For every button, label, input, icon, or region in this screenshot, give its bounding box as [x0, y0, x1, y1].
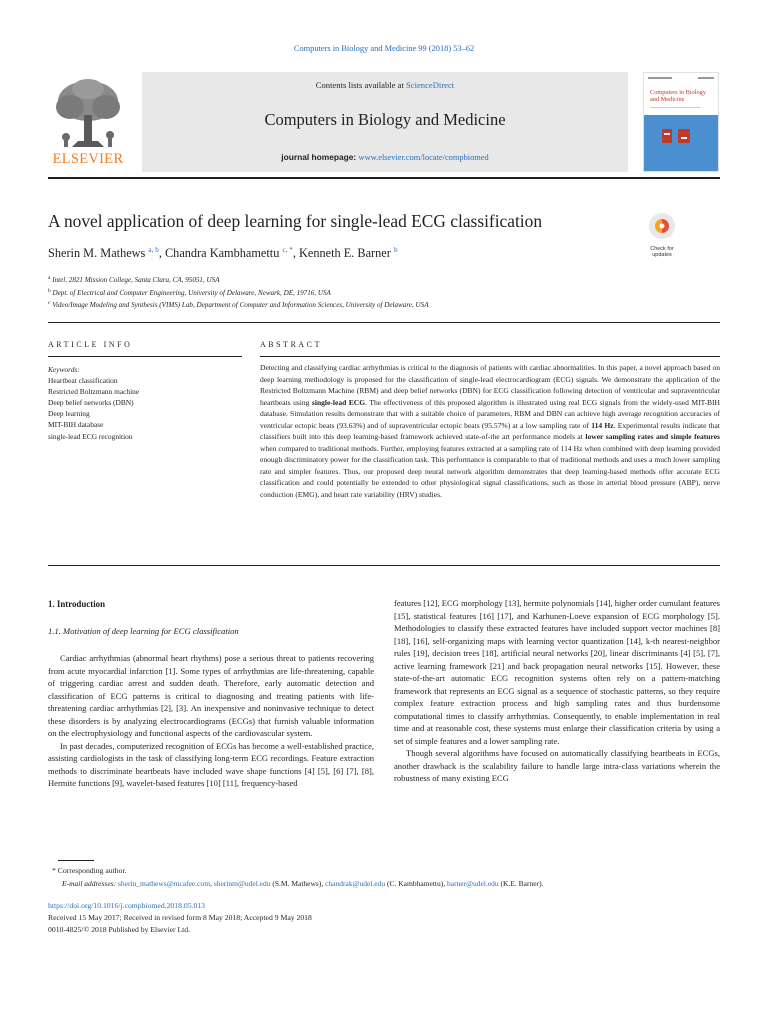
email-addresses [62, 879, 722, 888]
check-updates-line1: Check for [650, 246, 674, 252]
email-link[interactable]: sherinm@udel.edu [213, 879, 271, 888]
email-owner: (C. Kambhamettu), [385, 879, 447, 888]
keyword-item: MIT-BIH database [48, 420, 104, 430]
cover-title-line2: and Medicine [650, 96, 685, 104]
keywords-block [48, 364, 242, 442]
abstract-emphasis: lower sampling rates and simple features [585, 432, 720, 442]
affiliation-mark: a [48, 275, 51, 281]
email-link[interactable]: chandrak@udel.edu [325, 879, 386, 888]
abstract-segment: Detecting and classifying cardiac arrhythmias is critical to the diagnosis of patients with cardiac abnormalities. In this paper, a novel approach based on deep learning methodology is proposed for the classification of single-lead electrocardiogram (ECG) signals. We demonstrate the application of the Restricted Boltzmann Machine (RBM) and deep belief networks (DBN) for ECG classification following detection of ventricular and supraventricular heartbeats using [260, 363, 720, 407]
corresponding-author-note: * Corresponding author. [52, 866, 127, 875]
author-affiliation-mark[interactable]: b [393, 246, 398, 254]
keyword-item: Deep learning [48, 409, 90, 419]
abstract-rule [260, 356, 720, 357]
subsection-heading-motivation: 1.1. Motivation of deep learning for ECG classification [48, 626, 239, 636]
body-paragraph: Though several algorithms have focused on automatically classifying heartbeats in ECGs, another drawback is the scalability failure to handle large intra-class variations wherein the robustness of many existing ECG [394, 748, 720, 783]
contents-prefix: Contents lists available at [315, 80, 406, 90]
section-heading-introduction: 1. Introduction [48, 599, 106, 609]
doi-link[interactable]: https://doi.org/10.1016/j.compbiomed.2018.05.013 [48, 901, 206, 910]
email-separator: , [210, 879, 214, 888]
footnote-rule [58, 860, 94, 861]
keyword-item: Deep belief networks (DBN) [48, 398, 134, 408]
affiliation-text: Dept. of Electrical and Computer Engineering, University of Delaware, Newark, DE, 19716, USA [52, 288, 331, 297]
author-affiliation-mark[interactable]: a, b [148, 246, 159, 254]
keyword-item: single-lead ECG recognition [48, 431, 133, 441]
journal-homepage [142, 152, 628, 162]
affiliation-text: Intel, 2821 Mission College, Santa Clara, CA, 95051, USA [52, 276, 220, 284]
abstract-segment: when compared to traditional methods. Further, employing features extracted at a sampling rate of 114 Hz when combined with deep learning provided enough discriminatory power for the classification task. This performance is comparable to that of traditional methods and uses a much lower sampling rate and simpler features. Thus, our proposed deep neural network algorithm demonstrates that deep learning-based methods offer accurate ECG classification and could potentially be extended to other physiological signal classifications, such as those in arterial blood pressure (ABP), nerve conduction (EMG), and heart rate variability (HRV) studies. [260, 443, 720, 500]
abstract-segment: . The effectiveness of this proposed algorithm is illustrated using real ECG signals from the widely-used MIT-BIH database. Simulation results demonstrate that with a suitable choice of parameters, RBM and DBN can achieve high average recognition accuracies of ventricular ectopic beats (93.63%) and of supraventricular ectopic beats (95.57%) at a low sampling rate of [260, 397, 721, 430]
author-name[interactable]: Sherin M. Mathews [48, 246, 146, 260]
author-name[interactable]: Kenneth E. Barner [299, 246, 391, 260]
elsevier-wordmark: ELSEVIER [52, 151, 124, 167]
keywords-label: Keywords: [48, 365, 80, 374]
affiliation-mark: c [48, 300, 51, 307]
header-divider [48, 177, 720, 179]
check-updates-icon [642, 211, 682, 241]
email-link[interactable]: barner@udel.edu [446, 879, 499, 888]
received-dates: Received 15 May 2017; Received in revised form 8 May 2018; Accepted 9 May 2018 [48, 913, 312, 922]
body-column-right [394, 597, 720, 785]
abstract-text [260, 362, 720, 501]
body-paragraph: Cardiac arrhythmias (abnormal heart rhythms) pose a serious threat to patients recovering from acute myocardial infarction [1]. Some types of arrhythmias are life-threatening, capable of triggering cardiac arrest and sudden death. Therefore, early automatic detection and classification of ECG patterns is critical to diagnosing and treating patients with life-threatening cardiac arrhythmias [2], [3]. An inexpensive and noninvasive technique to detect these disorders is by analyzing electrocardiograms (ECGs) that furnish valuable information on the electrophysiology and functional aspects of the cardiovascular system. [48, 653, 374, 738]
homepage-link[interactable]: www.elsevier.com/locate/compbiomed [358, 153, 489, 162]
author-list: Sherin M. Mathews $^{a, b}$, Chandra Kambhamettu $^{c, *}$, Kenneth E. Barner $^b$ [48, 246, 398, 260]
abstract-divider [48, 565, 720, 566]
journal-reference-link[interactable]: Computers in Biology and Medicine 99 (2018) 53–62 [293, 44, 475, 53]
affiliation-item [48, 286, 720, 299]
affiliation-item [48, 273, 720, 286]
cover-title-line1: Computers in Biology [650, 89, 706, 96]
affiliation-text: Video/Image Modeling and Synthesis (VIMS) Lab, Department of Computer and Information Sciences, University of Delaware, USA [52, 301, 429, 310]
affiliation-list [48, 273, 720, 311]
affiliation-item [48, 298, 720, 311]
sciencedirect-link[interactable]: ScienceDirect [406, 80, 455, 90]
article-info-heading: ARTICLE INFO [48, 340, 133, 349]
homepage-label: journal homepage: [281, 152, 359, 162]
author-affiliation-mark[interactable]: c, * [282, 246, 293, 254]
body-paragraph: In past decades, computerized recognition of ECGs has become a well-established practice, assisting cardiologists in the task of classifying long-term ECG recordings. Feature extraction methods to discriminate heartbeats have included wave shape functions [4] [5], [6] [7], [8], Hermite functions [9], wavelet-based features [10] [11], frequency-based [48, 740, 374, 788]
check-for-updates-badge[interactable] [642, 211, 682, 259]
article-title: A novel application of deep learning for single-lead ECG classification [48, 211, 543, 231]
article-info-rule [48, 356, 242, 357]
journal-title: Computers in Biology and Medicine [264, 110, 506, 129]
email-owner: (K.E. Barner). [498, 879, 544, 888]
issn-copyright: 0010-4825/© 2018 Published by Elsevier Ltd. [48, 925, 191, 934]
email-owner: (S.M. Mathews), [270, 879, 326, 888]
abstract-emphasis: 114 Hz [591, 420, 614, 430]
abstract-heading: ABSTRACT [260, 340, 323, 349]
abstract-emphasis: single-lead ECG [311, 397, 366, 407]
keyword-item: Heartbeat classification [48, 376, 118, 386]
affiliation-mark: b [48, 287, 51, 294]
body-paragraph: features [12], ECG morphology [13], hermite polynomials [14], higher order cumulant features [15], statistical features [16] [17], and Karhunen-Loeve expansion of ECG morphology [5]. Methodologies to classify these extracted features have included support vector machines [8] [18], [16], self-organizing maps with learning vector quantization [14], k-th nearest-neighbor rules [19], decision trees [18], artificial neural networks [20], linear discriminants [4] [5], [7], active learning framework [21] and back propagation neural networks [15]. However, these state-of-the-art automatic ECG recognition systems often rely on a pattern-matching framework that represents an ECG signal as a sequence of stochastic patterns, so they require complex feature extraction process and high sampling rates and thus burdensome computational times to classify arrhythmias. Consequently, to enable implementation in real time and at reasonable cost, these systems must enlarge their classification criteria by using a set of simple features and a lower sampling rate. [394, 598, 720, 746]
author-name[interactable]: Chandra Kambhamettu [164, 246, 280, 260]
keyword-item: Restricted Boltzmann machine [48, 387, 140, 397]
body-column-left [48, 652, 374, 790]
email-label: E-mail addresses: [62, 879, 118, 888]
contents-availability [142, 80, 628, 90]
email-link[interactable]: sherin_mathews@mcafee.com [117, 879, 211, 888]
abstract-segment: . Experimental results indicate that classifiers built into this deep learning-based framework achieved state-of-the art performance models at [260, 420, 720, 442]
check-updates-line2: updates [652, 252, 672, 258]
journal-cover-thumbnail[interactable] [643, 72, 719, 172]
title-divider [48, 322, 720, 323]
